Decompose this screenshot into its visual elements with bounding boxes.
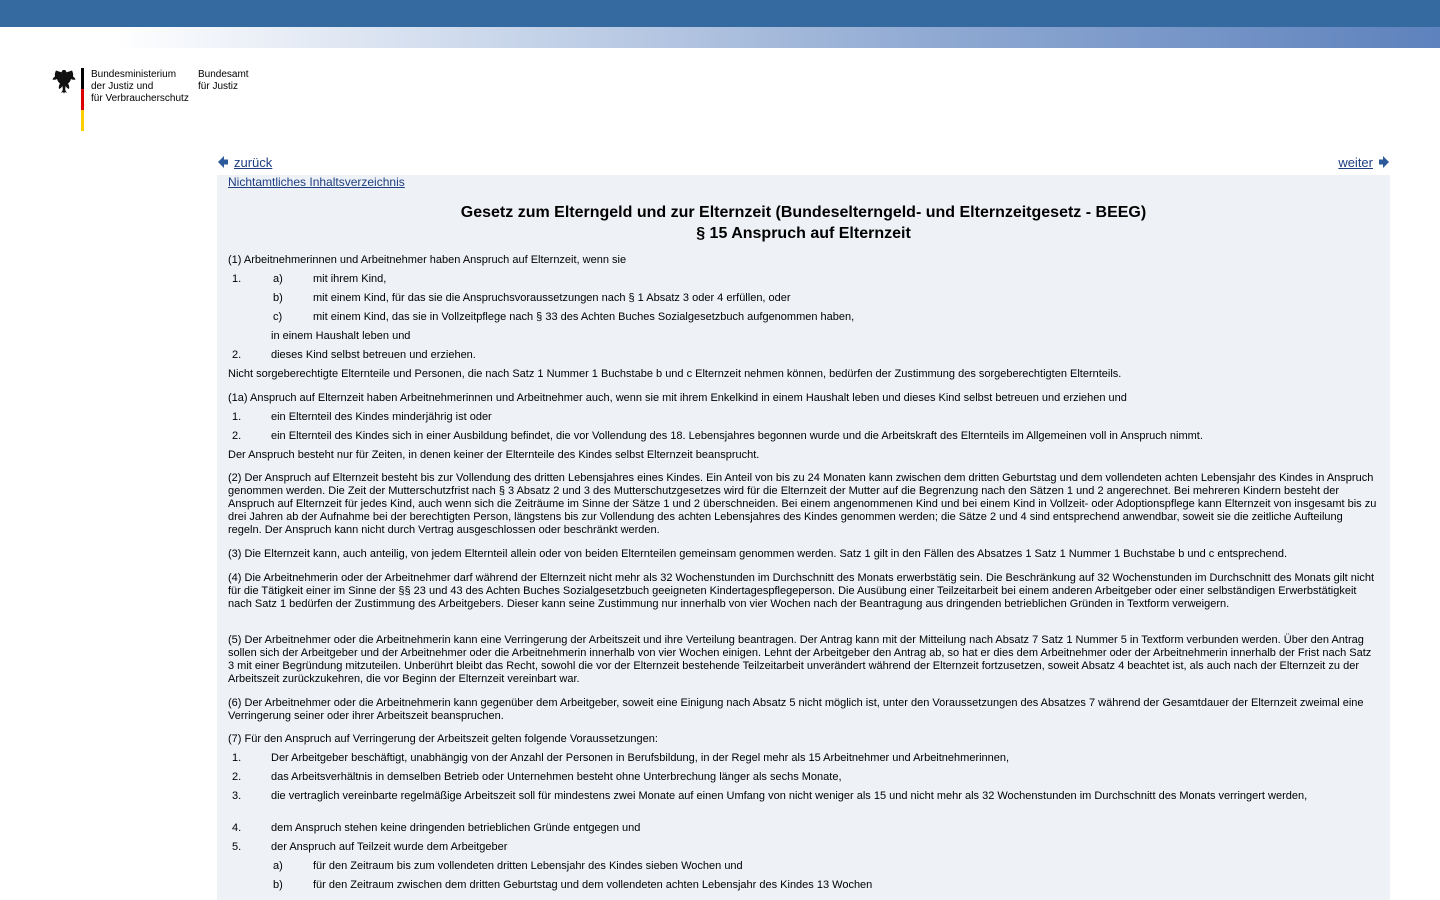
german-flag-stripe	[81, 68, 84, 131]
list-item: die vertraglich vereinbarte regelmäßige Arbeitszeit soll für mindestens zwei Monate auf einen Umfang von nicht weniger als 15 und nicht mehr als 32 Wochenstunden im Durchschnitt des Monats verringert werden,	[271, 790, 1308, 802]
list-number: 2.	[232, 349, 242, 361]
list-item: dieses Kind selbst betreuen und erziehen.	[271, 349, 476, 361]
page-navigation	[217, 153, 1390, 175]
list-letter: b)	[273, 292, 283, 304]
office-name: Bundesamt für Justiz	[198, 69, 249, 92]
list-number: 1.	[232, 273, 242, 285]
page-title	[217, 202, 1390, 244]
list-item: das Arbeitsverhältnis in demselben Betrieb oder Unternehmen besteht ohne Unterbrechung länger als sechs Monate,	[271, 771, 842, 783]
gradient-banner	[0, 27, 1440, 48]
list-letter: a)	[273, 860, 283, 872]
list-item: mit ihrem Kind,	[313, 273, 387, 285]
list-item: Der Arbeitgeber beschäftigt, unabhängig von der Anzahl der Personen in Berufsbildung, in der Regel mehr als 15 Arbeitnehmer und Arbeitnehmerinnen,	[271, 752, 1010, 764]
list-item: mit einem Kind, das sie in Vollzeitpflege nach § 33 des Achten Buches Sozialgesetzbuch aufgenommen haben,	[313, 311, 855, 323]
back-link-group[interactable]	[217, 155, 272, 170]
list-letter: c)	[273, 311, 283, 323]
law-title: Gesetz zum Elterngeld und zur Elternzeit (Bundeselterngeld- und Elternzeitgesetz - BEEG)	[460, 204, 1147, 221]
list-number: 2.	[232, 430, 242, 442]
list-number: 5.	[232, 841, 242, 853]
list-number: 3.	[232, 790, 242, 802]
paragraph-6: (6) Der Arbeitnehmer oder die Arbeitnehmerin kann gegenüber dem Arbeitgeber, soweit eine Einigung nach Absatz 5 nicht möglich ist, unter den Voraussetzungen des Absatzes 7 während der Gesamtdauer der Elternzeit zweimal eine Verringerung seiner oder ihrer Arbeitszeit beanspruchen.	[228, 697, 1364, 722]
paragraph-4: (4) Die Arbeitnehmerin oder der Arbeitnehmer darf während der Elternzeit nicht mehr als 32 Wochenstunden im Durchschnitt des Monats erwerbstätig sein. Die Beschränkung auf 32 Wochenstunden im Durchschnitt des Monats gilt nicht für die Tätigkeit einer im Sinne der §§ 23 und 43 des Achten Buches Sozialgesetzbuch geeigneten Kindertagespflegeperson. Die Ausübung einer Teilzeitarbeit bei einem anderen Arbeitgeber oder einer selbständigen Erwerbstätigkeit nach Satz 1 bedürfen der Zustimmung des Arbeitgebers. Dieser kann seine Zustimmung nur innerhalb von vier Wochen nach der Beantragung aus dringenden betrieblichen Gründen in Textform verweigern.	[228, 572, 1375, 610]
forward-link[interactable]: weiter	[1338, 155, 1373, 170]
top-banner	[0, 0, 1440, 27]
list-letter: b)	[273, 879, 283, 891]
list-number: 4.	[232, 822, 242, 834]
list-item: ein Elternteil des Kindes sich in einer Ausbildung befindet, die vor Vollendung des 18. Lebensjahres begonnen wurde und die Arbeitskraft des Elternteils im Allgemeinen voll in Anspruch nimmt.	[271, 430, 1203, 442]
paragraph-1a-outro: Der Anspruch besteht nur für Zeiten, in denen keiner der Elternteile des Kindes selbst Elternzeit beansprucht.	[228, 449, 760, 461]
paragraph-1-outro: Nicht sorgeberechtigte Elternteile und Personen, die nach Satz 1 Nummer 1 Buchstabe b und c Elternzeit nehmen können, bedürfen der Zustimmung des sorgeberechtigten Elternteils.	[228, 368, 1122, 380]
arrow-right-icon[interactable]	[1378, 155, 1390, 169]
paragraph-3: (3) Die Elternzeit kann, auch anteilig, von jedem Elternteil allein oder von beiden Elternteilen gemeinsam genommen werden. Satz 1 gilt in den Fällen des Absatzes 1 Satz 1 Nummer 1 Buchstabe b und c entsprechend.	[228, 548, 1288, 560]
paragraph-7-intro: (7) Für den Anspruch auf Verringerung der Arbeitszeit gelten folgende Voraussetzungen:	[228, 733, 658, 745]
list-item: für den Zeitraum zwischen dem dritten Geburtstag und dem vollendeten achten Lebensjahr des Kindes 13 Wochen	[313, 879, 873, 891]
federal-eagle-icon	[52, 68, 76, 94]
paragraph-2: (2) Der Anspruch auf Elternzeit besteht bis zur Vollendung des dritten Lebensjahres eines Kindes. Ein Anteil von bis zu 24 Monaten kann zwischen dem dritten Geburtstag und dem vollendeten achten Lebensjahr des Kindes in Anspruch genommen werden. Die Zeit der Mutterschutzfrist nach § 3 Absatz 2 und 3 des Mutterschutzgesetzes wird für die Elternzeit der Mutter auf die Begrenzung nach den Sätzen 1 und 2 angerechnet. Bei mehreren Kindern besteht der Anspruch auf Elternzeit für jedes Kind, auch wenn sich die Zeiträume im Sinne der Sätze 1 und 2 überschneiden. Bei einem angenommenen Kind und bei einem Kind in Vollzeit- oder Adoptionspflege kann Elternzeit von insgesamt bis zu drei Jahren ab der Aufnahme bei der berechtigten Person, längstens bis zur Vollendung des achten Lebensjahres des Kindes genommen werden; die Sätze 2 und 4 sind entsprechend anwendbar, soweit sie die zeitliche Aufteilung regeln. Der Anspruch kann nicht durch Vertrag ausgeschlossen oder beschränkt werden.	[228, 472, 1377, 536]
list-number: 1.	[232, 411, 242, 423]
law-content-panel	[217, 175, 1390, 900]
back-link[interactable]: zurück	[234, 155, 273, 170]
list-item: mit einem Kind, für das sie die Anspruchsvoraussetzungen nach § 1 Absatz 3 oder 4 erfüllen, oder	[313, 292, 791, 304]
ministry-name: Bundesministerium der Justiz und für Verbraucherschutz	[91, 69, 189, 104]
toc-link[interactable]: Nichtamtliches Inhaltsverzeichnis	[228, 175, 405, 189]
list-item: dem Anspruch stehen keine dringenden betrieblichen Gründe entgegen und	[271, 822, 641, 834]
arrow-left-icon[interactable]	[217, 155, 229, 169]
section-title: § 15 Anspruch auf Elternzeit	[696, 225, 911, 242]
list-item: ein Elternteil des Kindes minderjährig ist oder	[271, 411, 492, 423]
list-item: für den Zeitraum bis zum vollendeten dritten Lebensjahr des Kindes sieben Wochen und	[313, 860, 743, 872]
list-item: der Anspruch auf Teilzeit wurde dem Arbeitgeber	[271, 841, 508, 853]
ministry-logo	[52, 68, 262, 132]
list-number: 1.	[232, 752, 242, 764]
list-letter: a)	[273, 273, 283, 285]
paragraph-5: (5) Der Arbeitnehmer oder die Arbeitnehmerin kann eine Verringerung der Arbeitszeit und ihre Verteilung beantragen. Der Antrag kann mit der Mitteilung nach Absatz 7 Satz 1 Nummer 5 in Textform verbunden werden. Über den Antrag sollen sich der Arbeitgeber und der Arbeitnehmer oder die Arbeitnehmerin innerhalb von vier Wochen einigen. Lehnt der Arbeitgeber den Antrag ab, so hat er dies dem Arbeitnehmer oder der Arbeitnehmerin innerhalb der Frist nach Satz 3 mit einer Begründung mitzuteilen. Unberührt bleibt das Recht, sowohl die vor der Elternzeit bestehende Teilzeitarbeit unverändert während der Elternzeit fortzusetzen, soweit Absatz 4 beachtet ist, als auch nach der Elternzeit zu der Arbeitszeit zurückzukehren, die vor Beginn der Elternzeit vereinbart war.	[228, 634, 1372, 685]
list-item: in einem Haushalt leben und	[271, 330, 411, 342]
list-number: 2.	[232, 771, 242, 783]
paragraph-1a-intro: (1a) Anspruch auf Elternzeit haben Arbeitnehmerinnen und Arbeitnehmer auch, wenn sie mit ihrem Enkelkind in einem Haushalt leben und dieses Kind selbst betreuen und erziehen und	[228, 392, 1127, 404]
forward-link-group[interactable]	[1338, 155, 1390, 170]
paragraph-1-intro: (1) Arbeitnehmerinnen und Arbeitnehmer haben Anspruch auf Elternzeit, wenn sie	[228, 254, 627, 266]
